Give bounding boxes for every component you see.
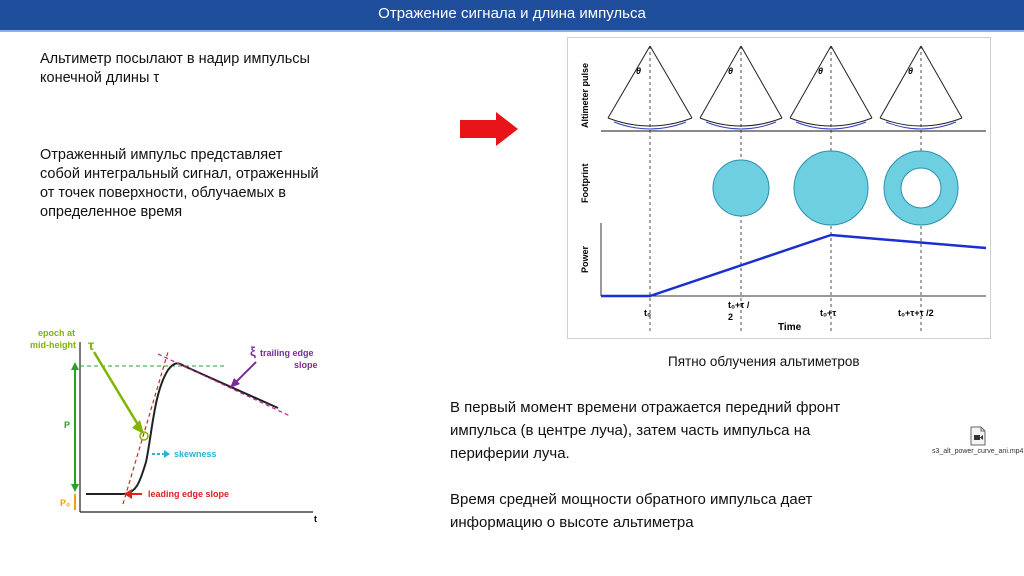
time-label-half-denom: 2	[728, 312, 734, 322]
right-paragraph-1	[450, 396, 840, 465]
t-axis-label: t	[314, 514, 317, 524]
theta-label: θ	[636, 66, 642, 76]
leading-edge-label: leading edge slope	[148, 489, 230, 499]
left-p2-line: определенное время	[40, 204, 183, 220]
epoch-label: mid-height	[30, 340, 76, 350]
time-label-tau: t₀+τ	[820, 308, 837, 318]
footprint-figure	[567, 37, 991, 339]
left-p2-line: собой интегральный сигнал, отраженный	[40, 166, 319, 182]
skewness-label: skewness	[174, 449, 217, 459]
video-file-icon[interactable]	[968, 426, 988, 446]
row-label-power: Power	[580, 245, 590, 273]
right-arrow-icon	[460, 112, 520, 146]
p-label: P	[64, 420, 71, 430]
trailing-edge-line	[158, 354, 290, 416]
row-label-pulse: Altimeter pulse	[580, 62, 590, 128]
epoch-arrow	[94, 352, 140, 428]
right-p2-line: информацию о высоте альтиметра	[450, 514, 694, 531]
left-p2-line: от точек поверхности, облучаемых в	[40, 185, 286, 201]
trailing-arrow	[234, 362, 256, 384]
theta-label: θ	[728, 66, 734, 76]
footprint-disc-small	[713, 160, 769, 216]
left-p1-line-1: Альтиметр посылают в надир импульсы	[40, 51, 310, 67]
right-p1-line: В первый момент времени отражается передний фронт	[450, 399, 841, 416]
leading-edge-line	[123, 352, 168, 504]
slide-title: Отражение сигнала и длина импульса	[378, 5, 646, 22]
row-label-footprint: Footprint	[580, 163, 590, 203]
xi-symbol: ξ	[250, 344, 256, 359]
trailing-edge-label: trailing edge	[260, 348, 314, 358]
right-paragraph-2	[450, 488, 812, 534]
time-axis-label: Time	[778, 322, 802, 333]
right-p1-line: периферии луча.	[450, 445, 570, 462]
left-p1-line-2: конечной длины τ	[40, 70, 160, 86]
left-p2-line: Отраженный импульс представляет	[40, 147, 283, 163]
footprint-disc-full	[794, 151, 868, 225]
time-label-tau-half: t₀+τ+τ /2	[898, 308, 934, 318]
time-label-half: t₀+τ /	[728, 300, 750, 310]
right-p2-line: Время средней мощности обратного импульса дает	[450, 491, 813, 508]
time-label-t0: t₀	[644, 308, 652, 318]
right-p1-line: импульса (в центре луча), затем часть импульса на	[450, 422, 811, 439]
p0-label: P₀	[60, 498, 71, 508]
left-paragraph-2	[40, 146, 319, 222]
footprint-annulus-hole	[901, 168, 941, 208]
video-file-name[interactable]: s3_alt_power_curve_ani.mp4	[932, 448, 1024, 455]
theta-label: θ	[818, 66, 824, 76]
theta-label: θ	[908, 66, 914, 76]
tau-symbol: τ	[88, 337, 95, 353]
power-curve	[601, 235, 986, 296]
left-paragraph-1	[40, 50, 310, 88]
slide-title-bar	[0, 0, 1024, 32]
waveform-curve	[86, 363, 278, 494]
epoch-label: epoch at	[38, 328, 76, 338]
trailing-edge-label: slope	[294, 360, 318, 370]
figure-caption: Пятно облучения альтиметров	[668, 354, 860, 369]
pulse-cone	[608, 46, 692, 333]
waveform-figure	[28, 322, 358, 527]
